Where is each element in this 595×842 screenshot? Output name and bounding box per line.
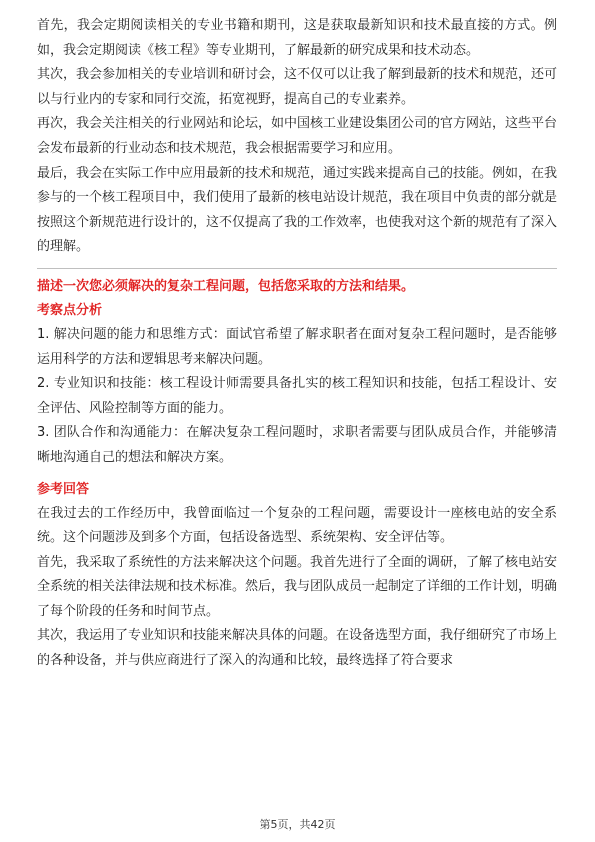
section-gap [37, 471, 557, 478]
answer-paragraph-3: 其次，我运用了专业知识和技能来解决具体的问题。在设备选型方面，我仔细研究了市场上的各种设备，并与供应商进行了深入的沟通和比较，最终选择了符合要求 [37, 628, 558, 669]
answer-paragraph-1: 在我过去的工作经历中，我曾面临过一个复杂的工程问题，需要设计一座核电站的安全系统。这个问题涉及到多个方面，包括设备选型、系统架构、安全评估等。 [37, 505, 557, 546]
intro-paragraph-3: 再次，我会关注相关的行业网站和论坛，如中国核工业建设集团公司的官方网站，这些平台会发布最新的行业动态和技术规范，我会根据需要学习和应用。 [37, 116, 558, 156]
analysis-item-2: 2. 专业知识和技能：核工程设计师需要具备扎实的核工程知识和技能，包括工程设计、安全评估、风险控制等方面的能力。 [37, 376, 557, 416]
question-heading: 描述一次您必须解决的复杂工程问题，包括您采取的方法和结果。 [37, 278, 415, 294]
page-number-footer: 第5页，共42页 [259, 818, 336, 831]
intro-paragraph-2: 其次，我会参加相关的专业培训和研讨会，这不仅可以让我了解到最新的技术和规范，还可以与行业内的专家和同行交流，拓宽视野，提高自己的专业素养。 [37, 67, 558, 107]
intro-paragraph-1: 首先，我会定期阅读相关的专业书籍和期刊，这是获取最新知识和技术最直接的方式。例如，我会定期阅读《核工程》等专业期刊，了解最新的研究成果和技术动态。 [37, 18, 557, 58]
analysis-title: 考察点分析 [37, 302, 103, 318]
analysis-item-3: 3. 团队合作和沟通能力：在解决复杂工程问题时，求职者需要与团队成员合作，并能够清晰地沟通自己的想法和解决方案。 [37, 425, 557, 465]
page-content [37, 14, 557, 674]
intro-paragraph-4: 最后，我会在实际工作中应用最新的技术和规范，通过实践来提高自己的技能。例如，在我参与的一个核工程项目中，我们使用了最新的核电站设计规范，我在项目中负责的部分就是按照这个新规范进行设计的，这不仅提高了我的工作效率，也使我对这个新的规范有了深入的理解。 [37, 165, 558, 255]
answer-paragraph-2: 首先，我采取了系统性的方法来解决这个问题。我首先进行了全面的调研，了解了核电站安全系统的相关法律法规和技术标准。然后，我与团队成员一起制定了详细的工作计划，明确了每个阶段的任务和时间节点。 [37, 554, 558, 619]
analysis-item-1: 1. 解决问题的能力和思维方式：面试官希望了解求职者在面对复杂工程问题时，是否能够运用科学的方法和逻辑思考来解决问题。 [37, 326, 557, 367]
answer-title: 参考回答 [37, 481, 90, 497]
section-divider [37, 268, 557, 269]
